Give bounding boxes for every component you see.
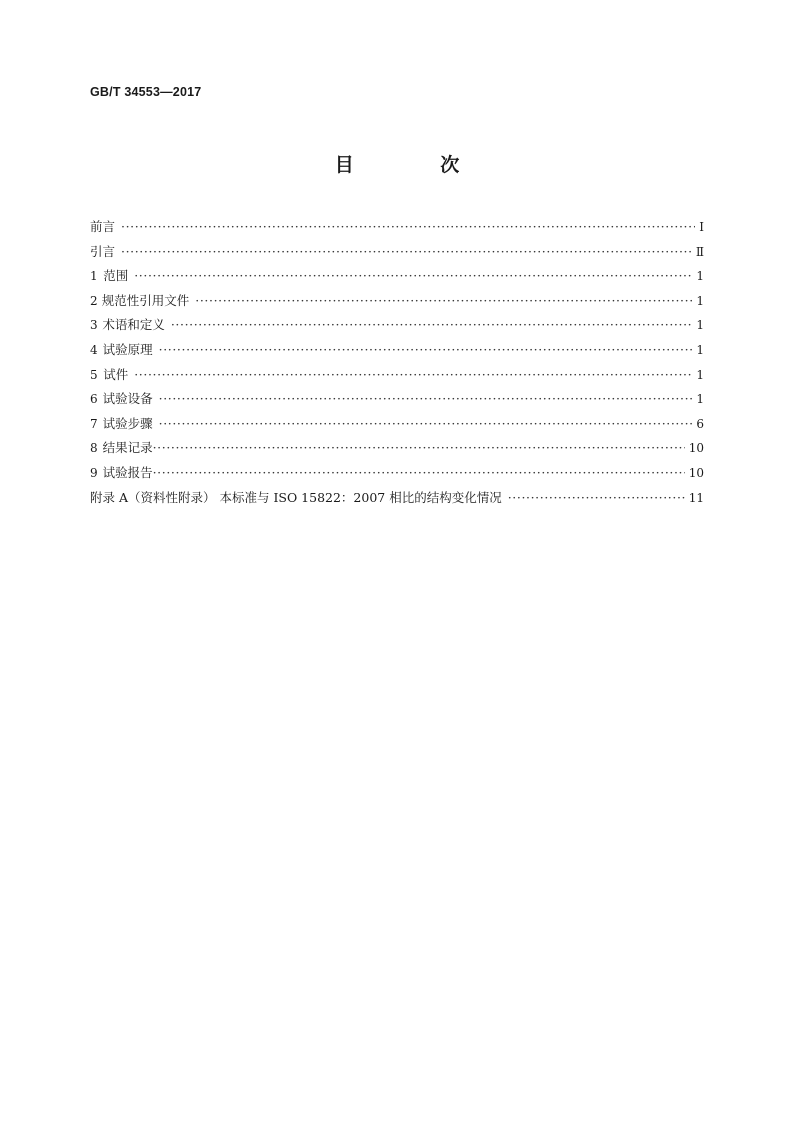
toc-entry-foreword[interactable] [90,215,704,240]
toc-entry-label: 试验步骤 [102,415,153,431]
toc-entry-label: 试验报告 [102,464,153,480]
toc-entry-label: 试件 [103,366,129,382]
toc-entry-5[interactable] [90,363,704,388]
toc-leader-dots [159,412,693,437]
toc-entry-label: 范围 [103,268,129,284]
toc-entry-page: 10 [688,465,704,480]
toc-entry-number: 5 [90,367,98,382]
toc-entry-annex-a[interactable] [90,486,704,511]
toc-entry-label: 试验设备 [102,391,153,407]
standard-code: GB/T 34553—2017 [90,85,202,99]
toc-entry-number: 7 [90,416,98,431]
toc-leader-dots [153,436,685,461]
toc-leader-dots [508,486,685,511]
toc-entry-page: 1 [696,392,704,407]
toc-leader-dots [159,338,693,363]
toc-entry-number: 8 [90,441,98,456]
toc-entry-8[interactable] [90,436,704,461]
toc-entry-page: 1 [696,342,704,357]
toc-entry-label: 前言 [90,219,116,234]
toc-leader-dots [134,264,692,289]
toc-entry-label: 术语和定义 [102,317,165,333]
toc-entry-3[interactable] [90,313,704,338]
table-of-contents [90,215,704,510]
toc-entry-page: 1 [696,269,704,284]
toc-entry-number: 9 [90,465,98,480]
toc-entry-page: 11 [688,490,704,505]
toc-entry-page: 1 [696,318,704,333]
toc-entry-number: 3 [90,318,98,333]
page-title: 目 次 [334,154,500,176]
toc-leader-dots [153,461,685,486]
toc-leader-dots [195,289,692,314]
toc-leader-dots [134,363,692,388]
toc-leader-dots [121,240,692,265]
toc-entry-introduction[interactable] [90,240,704,265]
toc-entry-7[interactable] [90,412,704,437]
toc-entry-page: 6 [696,416,704,431]
toc-entry-page: Ⅰ [699,220,704,234]
toc-entry-page: 1 [696,367,704,382]
toc-entry-9[interactable] [90,461,704,486]
toc-entry-2[interactable] [90,289,704,314]
toc-entry-page: Ⅱ [695,244,704,259]
toc-entry-label: 结果记录 [102,440,153,456]
toc-entry-4[interactable] [90,338,704,363]
toc-entry-6[interactable] [90,387,704,412]
toc-entry-number: 1 [90,269,98,284]
toc-entry-page: 1 [696,293,704,308]
toc-leader-dots [121,215,695,240]
toc-entry-1[interactable] [90,264,704,289]
toc-leader-dots [171,313,693,338]
toc-entry-page: 10 [688,441,704,456]
toc-entry-label: 引言 [90,243,116,259]
toc-entry-number: 2 [90,293,98,308]
toc-entry-number: 6 [90,392,98,407]
toc-entry-label: 附录 A（资料性附录） 本标准与 ISO 15822：2007 相比的结构变化情况 [90,489,502,505]
toc-entry-number: 4 [90,342,98,357]
toc-entry-label: 试验原理 [102,341,153,357]
toc-leader-dots [159,387,693,412]
toc-entry-label: 规范性引用文件 [101,292,190,308]
